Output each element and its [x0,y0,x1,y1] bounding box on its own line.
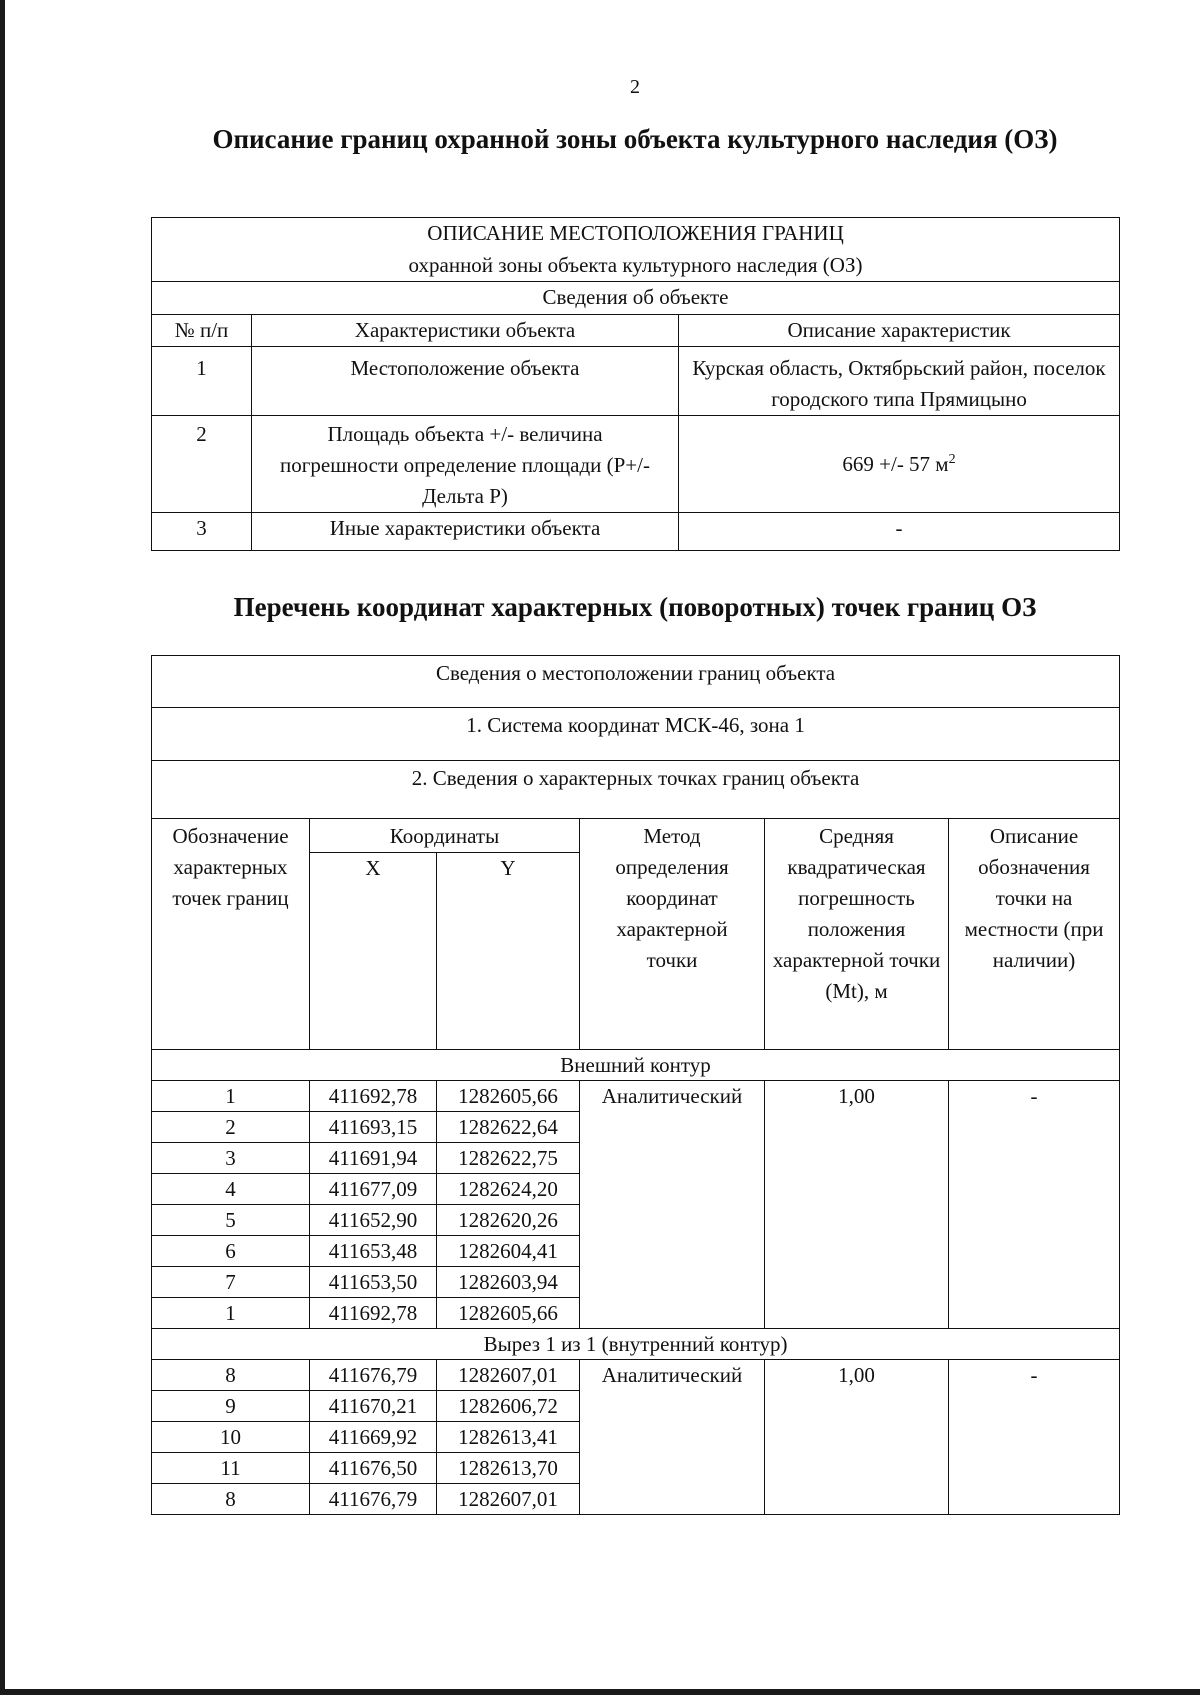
points-info-row: 2. Сведения о характерных точках границ объекта [152,761,1120,819]
scan-edge-bottom [0,1689,1200,1695]
area-unit-exponent: 2 [948,451,956,467]
point-y: 1282605,66 [437,1298,580,1329]
point-id: 2 [152,1112,310,1143]
coordinates-table [151,655,1120,1515]
point-id: 7 [152,1267,310,1298]
point-x: 411653,50 [310,1267,437,1298]
row-description [679,416,1120,513]
column-header-num: № п/п [152,314,252,347]
point-x: 411677,09 [310,1174,437,1205]
point-x: 411652,90 [310,1205,437,1236]
object-table-heading-line1: ОПИСАНИЕ МЕСТОПОЛОЖЕНИЯ ГРАНИЦ [427,221,844,245]
inner-error: 1,00 [765,1360,949,1515]
point-id: 10 [152,1422,310,1453]
point-id: 4 [152,1174,310,1205]
outer-method: Аналитический [580,1081,765,1329]
point-id: 11 [152,1453,310,1484]
column-header-method: Метод определения координат характерной точки [580,819,765,1050]
table-row [152,1360,1120,1391]
column-header-coordinates: Координаты [310,819,580,853]
point-y: 1282613,41 [437,1422,580,1453]
point-x: 411692,78 [310,1081,437,1112]
point-y: 1282622,64 [437,1112,580,1143]
object-table-heading-line2: охранной зоны объекта культурного наследия (ОЗ) [408,252,863,277]
point-y: 1282607,01 [437,1484,580,1515]
outer-point-description: - [949,1081,1120,1329]
row-characteristic: Местоположение объекта [252,347,679,416]
point-x: 411693,15 [310,1112,437,1143]
inner-point-description: - [949,1360,1120,1515]
inner-contour-label: Вырез 1 из 1 (внутренний контур) [152,1329,1120,1360]
point-id: 6 [152,1236,310,1267]
table-row [152,416,1120,513]
row-num: 3 [152,513,252,551]
point-id: 1 [152,1298,310,1329]
point-y: 1282605,66 [437,1081,580,1112]
row-characteristic: Площадь объекта +/- величина погрешности определение площади (Р+/- Дельта Р) [252,416,679,513]
column-header-point-description: Описание обозначения точки на местности (при наличии) [949,819,1120,1050]
point-y: 1282606,72 [437,1391,580,1422]
point-y: 1282603,94 [437,1267,580,1298]
row-num: 2 [152,416,252,513]
column-header-description: Описание характеристик [679,314,1120,347]
point-id: 5 [152,1205,310,1236]
column-header-x: X [310,853,437,1050]
outer-contour-label: Внешний контур [152,1050,1120,1081]
area-value: 669 +/- 57 м [842,451,949,476]
outer-error: 1,00 [765,1081,949,1329]
page-number: 2 [630,76,640,98]
column-header-characteristic: Характеристики объекта [252,314,679,347]
scan-edge-left [0,0,5,1695]
row-description: - [679,513,1120,551]
point-id: 3 [152,1143,310,1174]
point-x: 411670,21 [310,1391,437,1422]
point-y: 1282622,75 [437,1143,580,1174]
row-description: Курская область, Октябрьский район, поселок городского типа Прямицыно [679,347,1120,416]
object-table-section: Сведения об объекте [152,282,1120,315]
point-id: 8 [152,1360,310,1391]
point-x: 411676,79 [310,1360,437,1391]
point-y: 1282607,01 [437,1360,580,1391]
point-id: 9 [152,1391,310,1422]
coordinate-system-row: 1. Система координат МСК-46, зона 1 [152,708,1120,761]
column-header-y: Y [437,853,580,1050]
object-table-heading [152,218,1120,282]
point-y: 1282613,70 [437,1453,580,1484]
point-x: 411676,50 [310,1453,437,1484]
location-info-row: Сведения о местоположении границ объекта [152,656,1120,708]
point-x: 411691,94 [310,1143,437,1174]
table-row [152,1081,1120,1112]
point-x: 411692,78 [310,1298,437,1329]
inner-method: Аналитический [580,1360,765,1515]
point-id: 1 [152,1081,310,1112]
row-num: 1 [152,347,252,416]
point-y: 1282604,41 [437,1236,580,1267]
table-row [152,513,1120,551]
point-x: 411653,48 [310,1236,437,1267]
column-header-error: Средняя квадратическая погрешность положения характерной точки (Mt), м [765,819,949,1050]
object-info-table [151,217,1120,551]
point-id: 8 [152,1484,310,1515]
point-x: 411676,79 [310,1484,437,1515]
point-y: 1282620,26 [437,1205,580,1236]
table-row [152,347,1120,416]
point-x: 411669,92 [310,1422,437,1453]
column-header-designation: Обозначение характерных точек границ [152,819,310,1050]
row-characteristic: Иные характеристики объекта [252,513,679,551]
point-y: 1282624,20 [437,1174,580,1205]
coordinates-title: Перечень координат характерных (поворотных) точек границ ОЗ [233,592,1037,622]
document-title: Описание границ охранной зоны объекта культурного наследия (ОЗ) [212,124,1058,154]
